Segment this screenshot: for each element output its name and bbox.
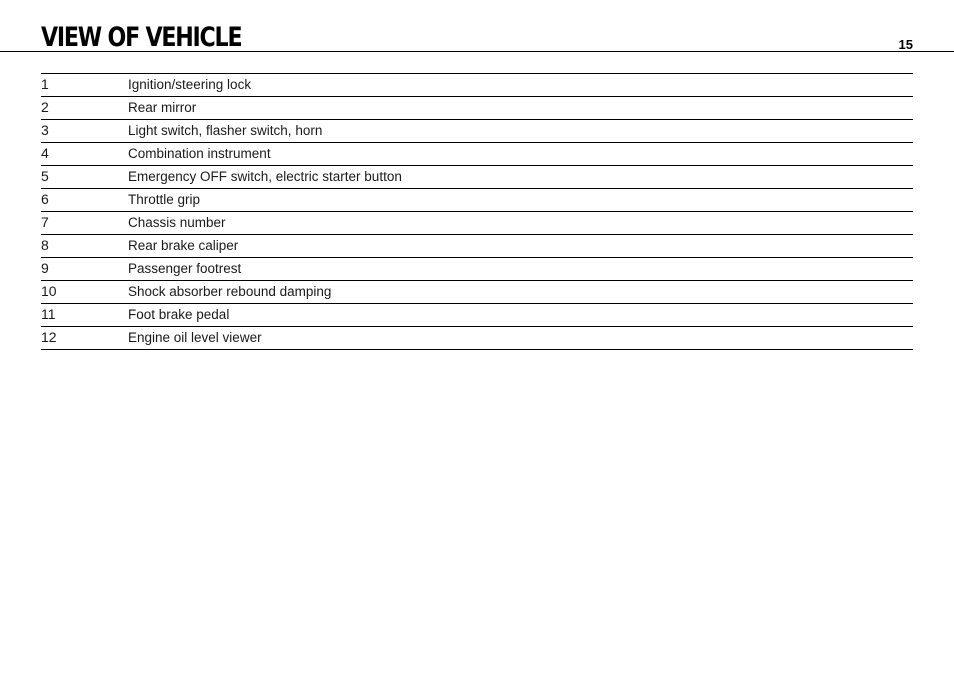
legend-number: 12 [41, 329, 57, 345]
legend-number: 8 [41, 237, 49, 253]
legend-label: Combination instrument [128, 146, 271, 161]
table-row [41, 189, 913, 212]
legend-label: Chassis number [128, 215, 226, 230]
legend-number: 3 [41, 122, 49, 138]
page-header [0, 0, 954, 52]
table-row [41, 97, 913, 120]
table-row [41, 281, 913, 304]
legend-label: Light switch, flasher switch, horn [128, 123, 323, 138]
legend-label: Shock absorber rebound damping [128, 284, 332, 299]
table-row [41, 212, 913, 235]
legend-number: 2 [41, 99, 49, 115]
page-number: 15 [898, 37, 913, 52]
legend-number: 11 [41, 306, 56, 322]
legend-number: 10 [41, 283, 57, 299]
legend-number: 1 [41, 76, 49, 92]
legend-label: Rear brake caliper [128, 238, 239, 253]
legend-label: Emergency OFF switch, electric starter button [128, 169, 402, 184]
legend-label: Rear mirror [128, 100, 197, 115]
legend-number: 4 [41, 145, 49, 161]
table-row [41, 327, 913, 350]
legend-label: Foot brake pedal [128, 307, 230, 322]
legend-label: Engine oil level viewer [128, 330, 262, 345]
table-row [41, 258, 913, 281]
table-row [41, 120, 913, 143]
legend-label: Passenger footrest [128, 261, 242, 276]
table-row [41, 143, 913, 166]
legend-label: Ignition/steering lock [128, 77, 252, 92]
table-row [41, 235, 913, 258]
table-row [41, 74, 913, 97]
legend-label: Throttle grip [128, 192, 201, 207]
table-row [41, 304, 913, 327]
page-title: VIEW OF VEHICLE [41, 22, 242, 53]
legend-number: 9 [41, 260, 49, 276]
legend-number: 6 [41, 191, 49, 207]
table-row [41, 166, 913, 189]
legend-number: 7 [41, 214, 49, 230]
legend-number: 5 [41, 168, 49, 184]
legend-table [41, 73, 913, 350]
